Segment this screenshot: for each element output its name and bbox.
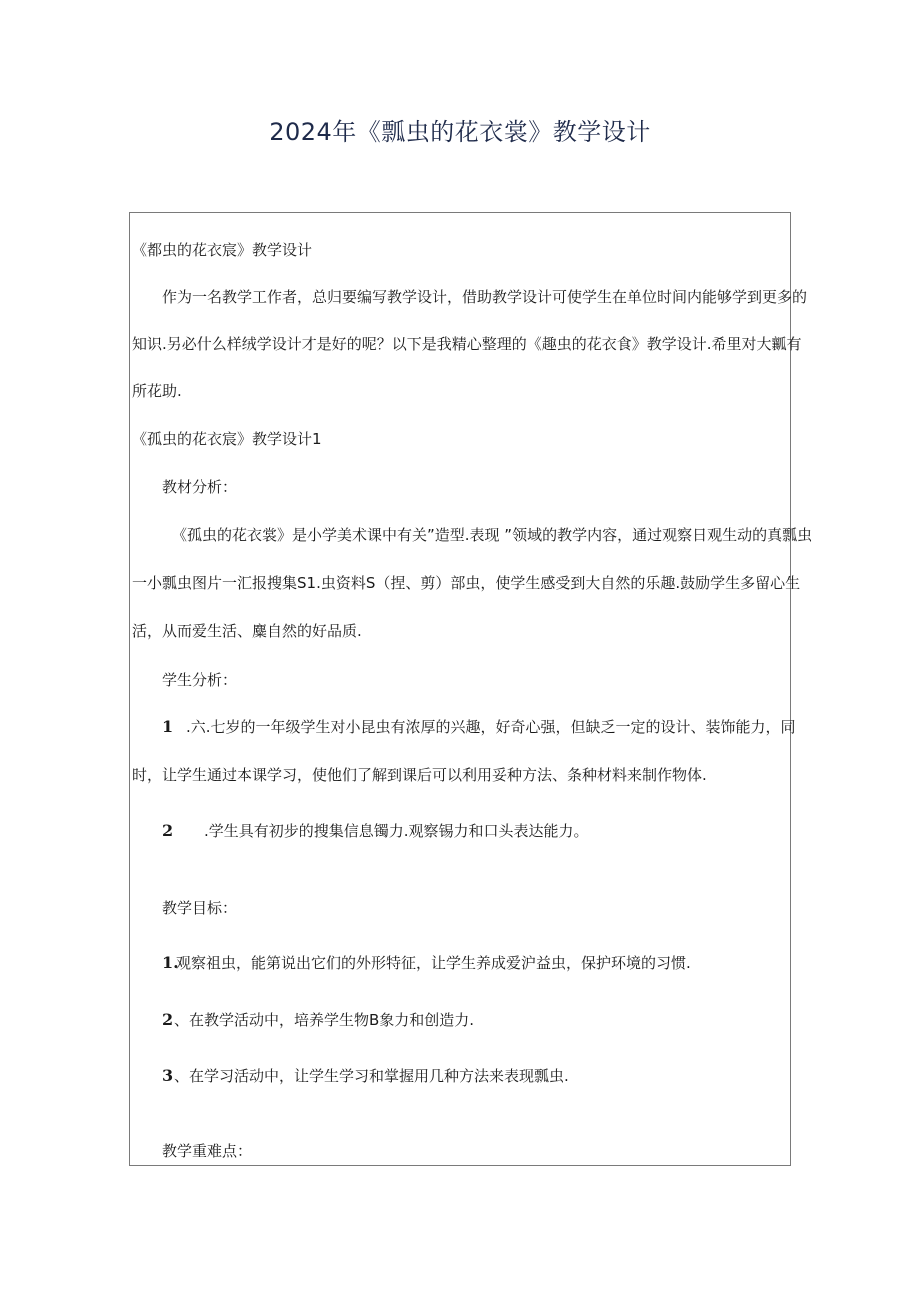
goal-2-text: 、在教学活动中，培养学生物B象力和创造力. xyxy=(174,1011,475,1029)
material-line-3: 活，从而爱生活、麋自然的好品质. xyxy=(132,622,362,640)
material-label: 教材分析： xyxy=(162,478,238,496)
document-title: 2024年《瓢虫的花衣裳》教学设计 xyxy=(269,118,651,146)
goal-1-text: 观察祖虫，能第说出它们的外形特征，让学生养成爱沪益虫，保护环境的习惯. xyxy=(176,954,691,972)
material-line-1: 《孤虫的花衣裳》是小学美术课中有关”造型.表现 ”领域的教学内容，通过观察日观生动的真瓢虫 xyxy=(172,526,813,544)
goal-2-number: 2 xyxy=(162,1010,174,1029)
section1-title: 《孤虫的花衣宸》教学设计1 xyxy=(132,430,322,448)
difficulty-label: 教学重难点： xyxy=(162,1142,253,1160)
goal-3-text: 、在学习活动中，让学生学习和掌握用几种方法来表现瓢虫. xyxy=(174,1067,569,1085)
goal-label: 教学目标： xyxy=(162,899,238,917)
student-item-2-number: 2 xyxy=(162,821,174,840)
student-item-1-line-1: .六.七岁的一年级学生对小昆虫有浓厚的兴趣，好奇心强，但缺乏一定的设计、装饰能力，同 xyxy=(186,718,796,736)
document-heading: 《都虫的花衣宸》教学设计 xyxy=(132,241,313,259)
intro-line-3: 所花助. xyxy=(132,382,182,400)
goal-3-number: 3 xyxy=(162,1066,174,1085)
student-label: 学生分析： xyxy=(162,671,238,689)
intro-line-2: 知识.另必什么样绒学设计才是好的呢？以下是我精心整理的《趣虫的花衣食》教学设计.希里对大瓤有 xyxy=(132,335,802,353)
intro-line-1: 作为一名教学工作者，总归要编写教学设计，借助教学设计可使学生在单位时间内能够学到更多的 xyxy=(162,288,808,306)
student-item-1-line-2: 时，让学生通过本课学习，使他们了解到课后可以利用妥种方法、条种材料来制作物体. xyxy=(132,766,707,784)
student-item-2-text: .学生具有初步的搜集信息镯力.观察锡力和口头表达能力。 xyxy=(204,822,589,840)
material-line-2: 一小瓢虫图片一汇报搜集S1.虫资料S（捏、剪）部虫，使学生感受到大自然的乐趣.鼓励学生多留心生 xyxy=(132,574,801,592)
student-item-1-number: 1 xyxy=(162,717,174,736)
goal-1-number: 1. xyxy=(162,953,179,972)
